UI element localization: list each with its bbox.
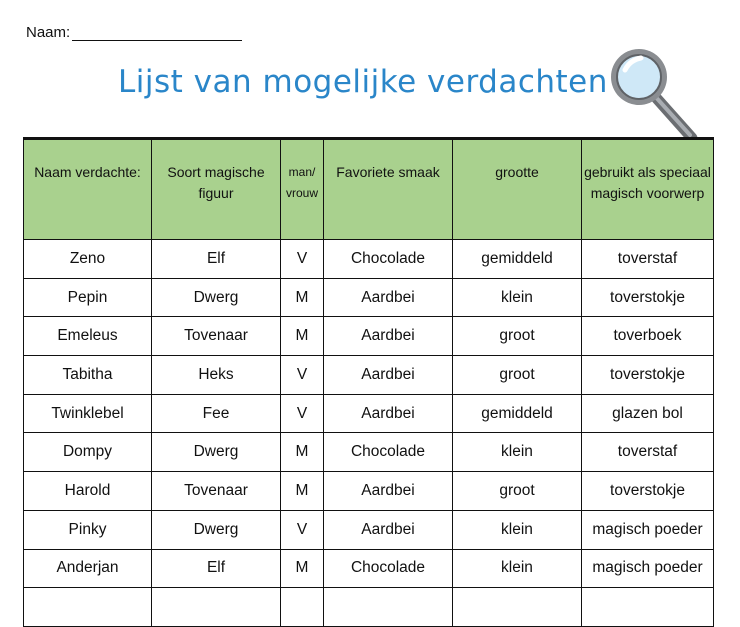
table-cell: Chocolade bbox=[324, 549, 453, 588]
table-row bbox=[24, 433, 714, 472]
table-row bbox=[24, 588, 714, 627]
table-cell: Anderjan bbox=[24, 549, 152, 588]
table-header-row bbox=[24, 139, 714, 240]
column-header: Soort magische figuur bbox=[152, 139, 281, 240]
table-cell bbox=[24, 588, 152, 627]
table-cell: Aardbei bbox=[324, 510, 453, 549]
table-cell: V bbox=[281, 394, 324, 433]
table-cell: Chocolade bbox=[324, 240, 453, 279]
table-cell: groot bbox=[453, 472, 582, 511]
table-cell: magisch poeder bbox=[582, 549, 714, 588]
page-title: Lijst van mogelijke verdachten bbox=[118, 64, 608, 100]
table-row bbox=[24, 356, 714, 395]
name-underline[interactable] bbox=[72, 24, 242, 41]
table-cell: Aardbei bbox=[324, 356, 453, 395]
column-header: Naam verdachte: bbox=[24, 139, 152, 240]
column-header: grootte bbox=[453, 139, 582, 240]
table-cell: Tovenaar bbox=[152, 317, 281, 356]
table-cell bbox=[453, 588, 582, 627]
column-header: gebruikt als speciaal magisch voorwerp bbox=[582, 139, 714, 240]
table-row bbox=[24, 472, 714, 511]
table-row bbox=[24, 278, 714, 317]
table-row bbox=[24, 240, 714, 279]
table-cell: Fee bbox=[152, 394, 281, 433]
table-cell: groot bbox=[453, 356, 582, 395]
name-label: Naam: bbox=[26, 24, 71, 41]
table-cell: groot bbox=[453, 317, 582, 356]
table-cell: toverstokje bbox=[582, 472, 714, 511]
table-cell: Dompy bbox=[24, 433, 152, 472]
table-cell: gemiddeld bbox=[453, 240, 582, 279]
table-cell: Emeleus bbox=[24, 317, 152, 356]
table-cell: klein bbox=[453, 278, 582, 317]
table-cell: toverstokje bbox=[582, 356, 714, 395]
table-cell: Chocolade bbox=[324, 433, 453, 472]
table-cell: toverboek bbox=[582, 317, 714, 356]
table-row bbox=[24, 394, 714, 433]
table-cell: V bbox=[281, 240, 324, 279]
table-cell: Aardbei bbox=[324, 278, 453, 317]
table-cell: glazen bol bbox=[582, 394, 714, 433]
table-row bbox=[24, 510, 714, 549]
table-cell: magisch poeder bbox=[582, 510, 714, 549]
table-row bbox=[24, 549, 714, 588]
table-cell: Dwerg bbox=[152, 510, 281, 549]
table-row bbox=[24, 317, 714, 356]
table-cell: Tovenaar bbox=[152, 472, 281, 511]
table-cell: M bbox=[281, 433, 324, 472]
table-cell: Pepin bbox=[24, 278, 152, 317]
table-cell: Tabitha bbox=[24, 356, 152, 395]
table-cell: gemiddeld bbox=[453, 394, 582, 433]
table-cell: Aardbei bbox=[324, 472, 453, 511]
table-cell: Heks bbox=[152, 356, 281, 395]
table-cell: klein bbox=[453, 510, 582, 549]
table-cell: Dwerg bbox=[152, 278, 281, 317]
table-cell: M bbox=[281, 317, 324, 356]
table-cell bbox=[281, 588, 324, 627]
magnifying-glass-icon bbox=[606, 40, 702, 146]
table-cell bbox=[324, 588, 453, 627]
table-cell: M bbox=[281, 472, 324, 511]
table-cell bbox=[152, 588, 281, 627]
table-cell: toverstaf bbox=[582, 240, 714, 279]
table-cell: Pinky bbox=[24, 510, 152, 549]
column-header: man/ vrouw bbox=[281, 139, 324, 240]
table-cell: Aardbei bbox=[324, 394, 453, 433]
table-cell: M bbox=[281, 549, 324, 588]
table-cell: klein bbox=[453, 433, 582, 472]
table-cell: Elf bbox=[152, 240, 281, 279]
table-cell: V bbox=[281, 510, 324, 549]
table-cell: V bbox=[281, 356, 324, 395]
table-cell: toverstokje bbox=[582, 278, 714, 317]
table-cell: Dwerg bbox=[152, 433, 281, 472]
table-cell: M bbox=[281, 278, 324, 317]
table-cell: Aardbei bbox=[324, 317, 453, 356]
table-cell bbox=[582, 588, 714, 627]
table-cell: Twinklebel bbox=[24, 394, 152, 433]
table-cell: klein bbox=[453, 549, 582, 588]
table-cell: toverstaf bbox=[582, 433, 714, 472]
column-header: Favoriete smaak bbox=[324, 139, 453, 240]
suspects-table bbox=[23, 137, 714, 627]
table-cell: Elf bbox=[152, 549, 281, 588]
table-cell: Harold bbox=[24, 472, 152, 511]
name-field[interactable] bbox=[26, 24, 242, 41]
table-cell: Zeno bbox=[24, 240, 152, 279]
